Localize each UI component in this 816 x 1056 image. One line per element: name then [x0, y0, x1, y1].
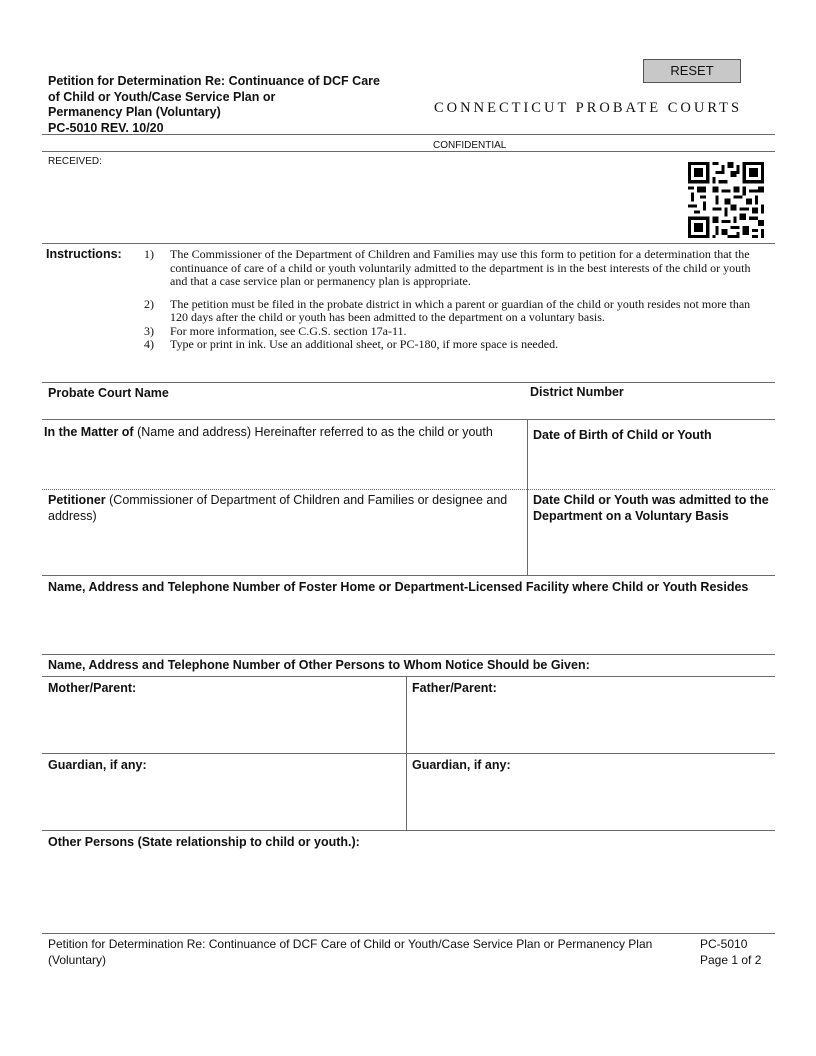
column-divider — [527, 419, 528, 575]
item-number: 3) — [144, 323, 154, 338]
divider — [42, 134, 775, 135]
petitioner-bold: Petitioner — [48, 493, 106, 507]
divider — [42, 489, 775, 490]
mother-parent-label[interactable]: Mother/Parent: — [48, 681, 137, 695]
list-item — [140, 248, 760, 289]
divider — [42, 382, 775, 383]
title-line: Petition for Determination Re: Continuance of DCF Care — [48, 74, 380, 88]
foster-home-label[interactable]: Name, Address and Telephone Number of Foster Home or Department-Licensed Facility where Child or Youth Resides — [48, 580, 749, 594]
divider — [42, 676, 775, 677]
item-number: 4) — [144, 337, 154, 351]
petitioner-desc: (Commissioner of Department of Children and Families or designee and address) — [48, 493, 508, 523]
notice-persons-label: Name, Address and Telephone Number of Other Persons to Whom Notice Should be Given: — [48, 658, 590, 672]
form-number: PC-5010 REV. 10/20 — [48, 120, 164, 135]
date-admitted-label[interactable]: Date Child or Youth was admitted to the Department on a Voluntary Basis — [533, 493, 769, 523]
court-name-header: CONNECTICUT PROBATE COURTS — [434, 100, 743, 116]
title-line: Permanency Plan (Voluntary) — [48, 105, 221, 119]
received-label: RECEIVED: — [48, 156, 102, 167]
footer-form-number: PC-5010 — [700, 937, 748, 951]
item-text: The Commissioner of the Department of Children and Families may use this form to petition for a determination that the continuance of care of a child or youth voluntarily admitted to the department is in the best interests of the child or youth and that a case service plan or permanency plan is appropriate. — [170, 247, 751, 288]
guardian-right-label[interactable]: Guardian, if any: — [412, 758, 511, 772]
title-line: of Child or Youth/Case Service Plan or — [48, 89, 276, 104]
father-parent-label[interactable]: Father/Parent: — [412, 681, 497, 695]
footer-title: Petition for Determination Re: Continuance of DCF Care of Child or Youth/Case Service Plan or Permanency Plan (Voluntary) — [48, 937, 653, 967]
footer-page-info — [700, 936, 761, 968]
matter-of-label[interactable] — [44, 424, 524, 440]
instructions-heading: Instructions: — [46, 247, 122, 261]
divider — [42, 419, 775, 420]
matter-of-bold: In the Matter of — [44, 425, 134, 439]
qr-code-icon — [688, 162, 764, 238]
footer-divider — [42, 933, 775, 934]
reset-button[interactable]: RESET — [643, 59, 741, 83]
footer-page-number: Page 1 of 2 — [700, 953, 762, 967]
list-item — [140, 298, 760, 325]
item-text: Type or print in ink. Use an additional sheet, or PC-180, if more space is needed. — [170, 337, 559, 351]
dob-label[interactable]: Date of Birth of Child or Youth — [533, 428, 712, 442]
probate-court-name-label: Probate Court Name — [48, 386, 169, 400]
divider — [42, 243, 775, 244]
guardian-left-label[interactable]: Guardian, if any: — [48, 758, 147, 772]
divider — [42, 753, 775, 754]
petitioner-label[interactable] — [48, 492, 518, 524]
list-item — [140, 325, 760, 339]
item-number: 1) — [144, 247, 154, 261]
list-item — [140, 338, 760, 352]
matter-of-desc: (Name and address) Hereinafter referred to as the child or youth — [133, 425, 493, 439]
divider — [42, 575, 775, 576]
other-persons-label[interactable]: Other Persons (State relationship to child or youth.): — [48, 835, 360, 849]
divider — [42, 151, 775, 152]
divider — [42, 830, 775, 831]
confidential-label: CONFIDENTIAL — [433, 140, 507, 151]
district-number-label: District Number — [530, 385, 624, 399]
form-title — [48, 74, 408, 136]
instructions-list — [140, 248, 760, 352]
divider — [42, 654, 775, 655]
item-text: For more information, see C.G.S. section 17a-11. — [170, 323, 407, 338]
item-text: The petition must be filed in the probate district in which a parent or guardian of the child or youth resides not more than 120 days after the child or youth has been admitted to the department on a voluntary basis. — [170, 296, 751, 324]
item-number: 2) — [144, 296, 154, 311]
